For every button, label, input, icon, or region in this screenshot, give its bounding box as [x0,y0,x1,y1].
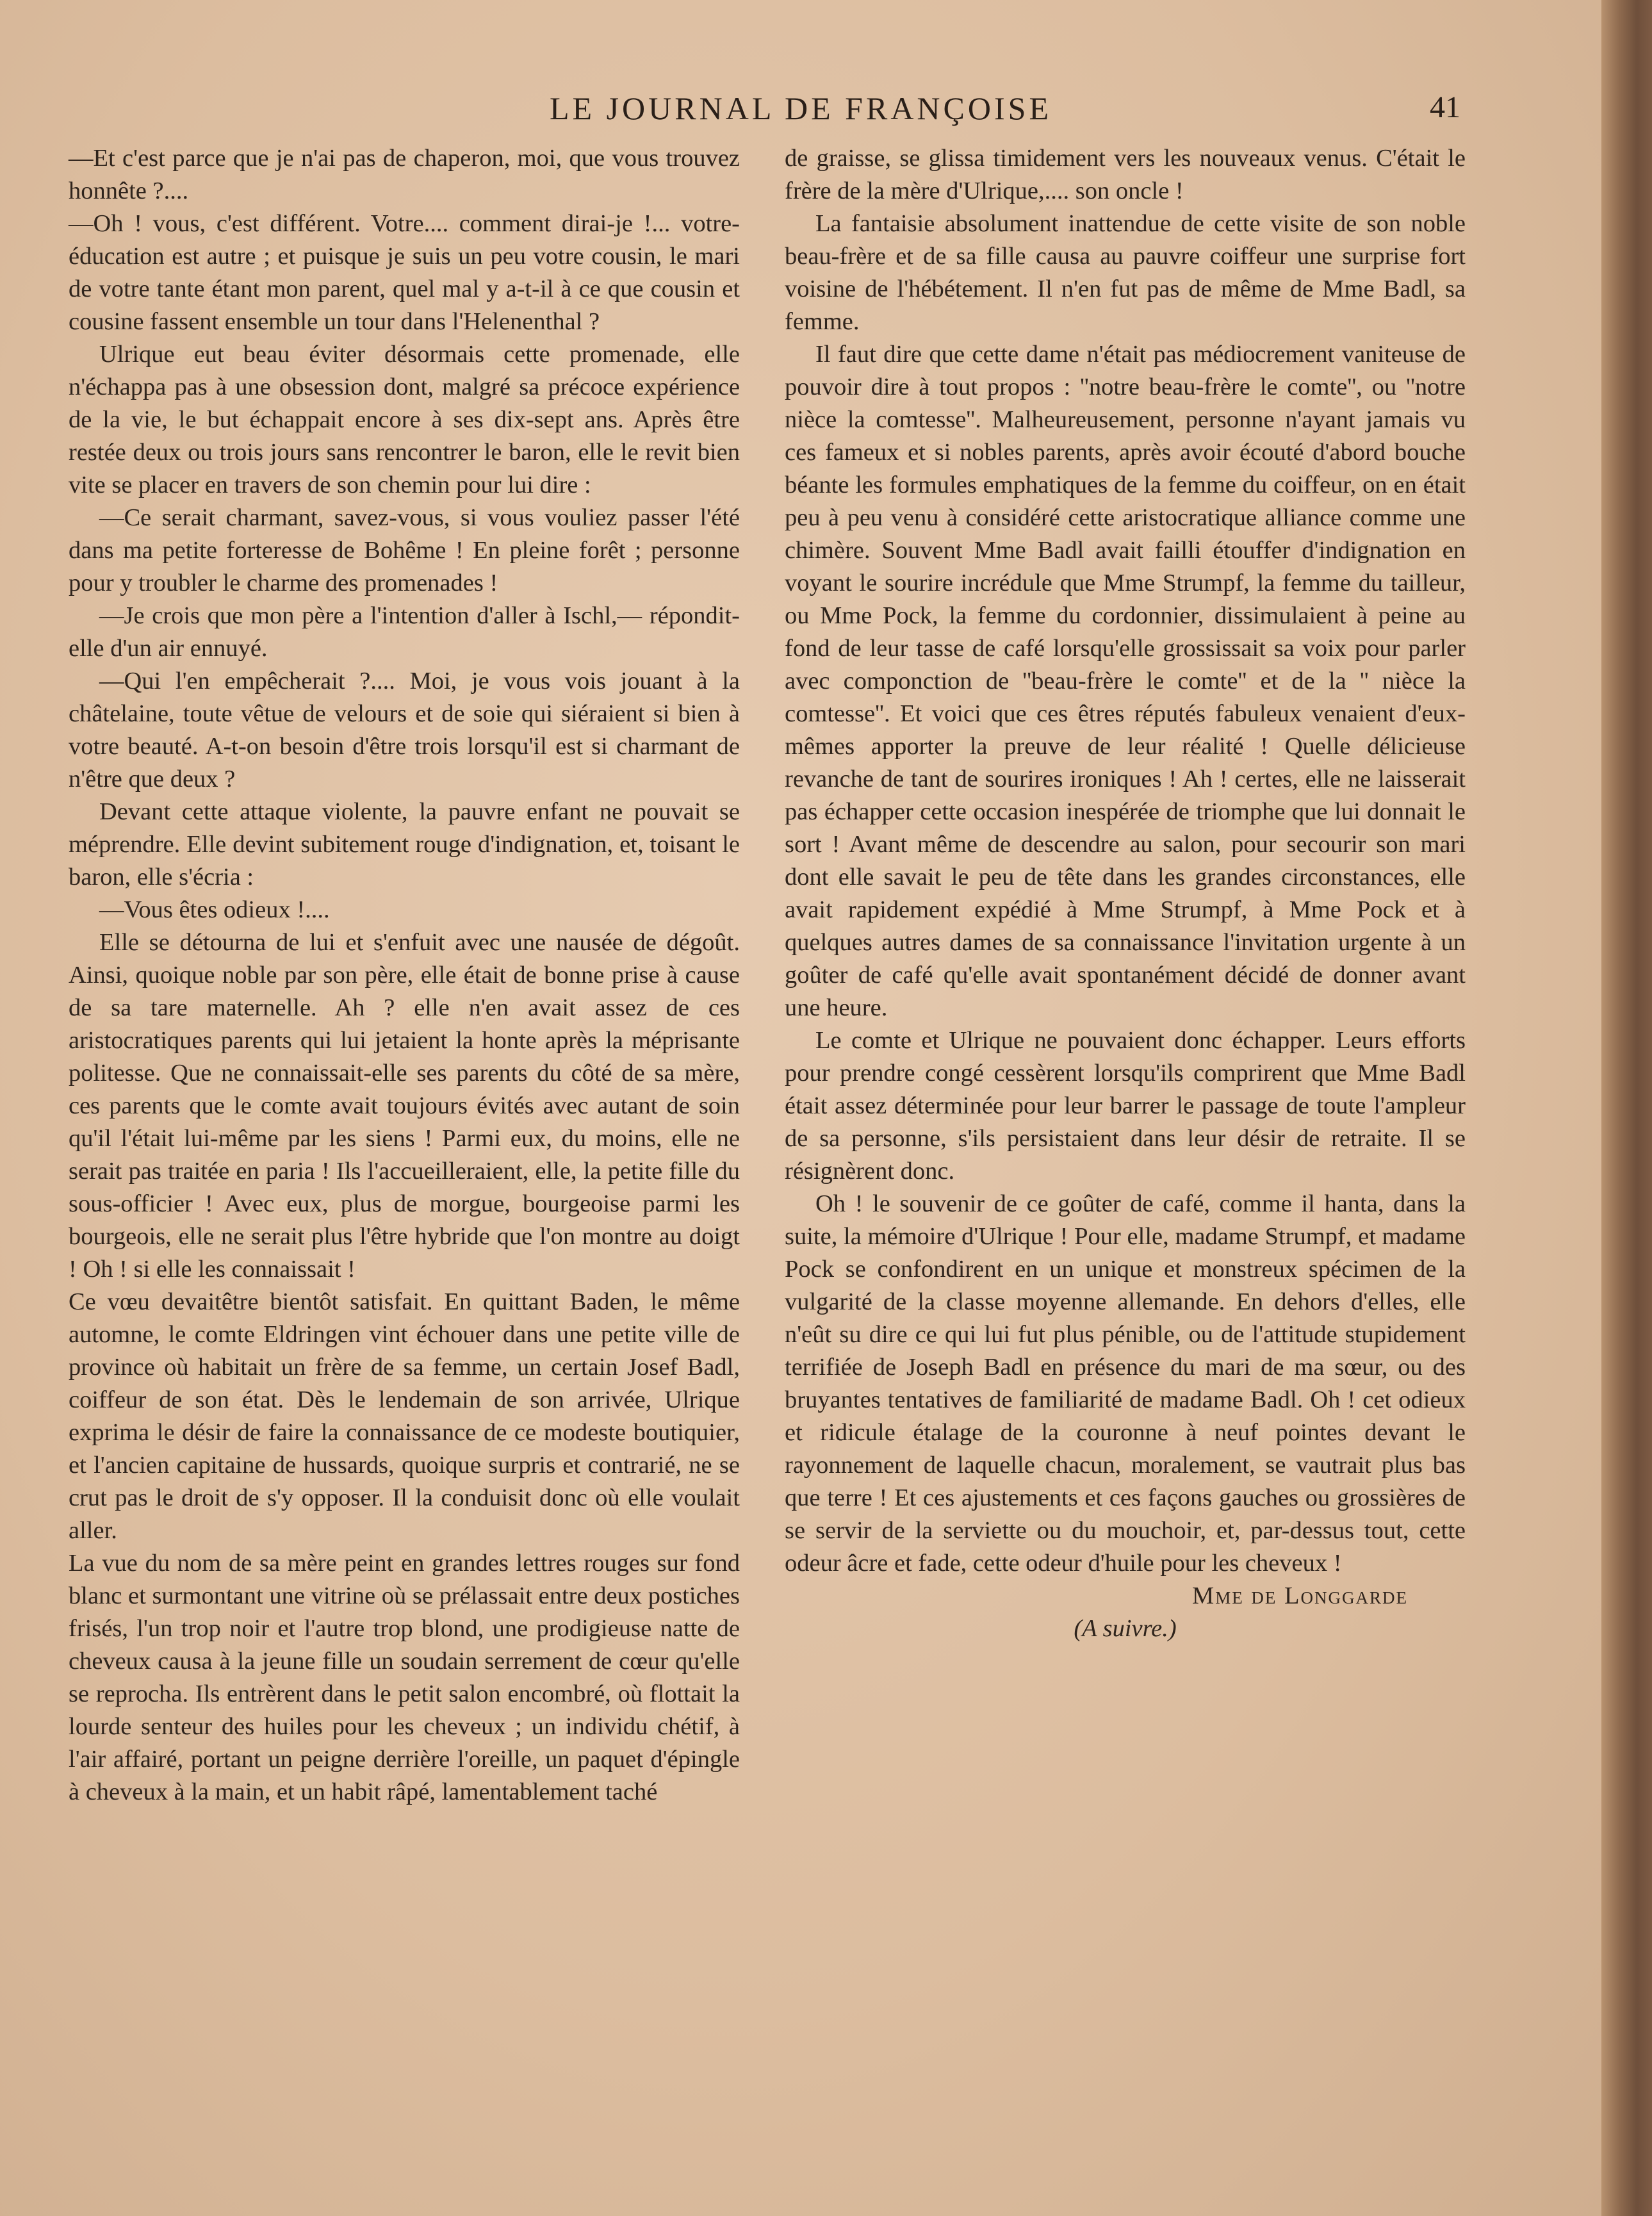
paragraph: —Ce serait charmant, savez-vous, si vous vouliez passer l'été dans ma petite forteresse de Bohême ! En pleine forêt ; personne pour y troubler le charme des promenades ! [69,504,740,596]
paragraph: —Et c'est parce que je n'ai pas de chaperon, moi, que vous trouvez honnête ?.... [69,145,740,204]
to-be-continued [785,1613,1466,1645]
paragraph: de graisse, se glissa timidement vers les nouveaux venus. C'était le frère de la mère d'Ulrique,.... son oncle ! [785,145,1466,204]
paragraph: Elle se détourna de lui et s'enfuit avec une nausée de dégoût. Ainsi, quoique noble par son père, elle était de bonne prise à cause de sa tare maternelle. Ah ? elle n'en avait assez de ces aristocratiques parents qui lui jetaient la honte après la méprisante politesse. Que ne connaissait-elle ses parents du côté de sa mère, ces parents que le comte avait toujours évités avec autant de soin qu'il l'était lui-même par les siens ! Parmi eux, du moins, elle ne serait pas traitée en paria ! Ils l'accueilleraient, elle, la petite fille du sous-officier ! Avec eux, plus de morgue, bourgeoise parmi les bourgeois, elle ne serait plus l'être hybride que l'on montre au doigt ! Oh ! si elle les connaissait ! [69,929,740,1283]
paragraph: Le comte et Ulrique ne pouvaient donc échapper. Leurs efforts pour prendre congé cessèrent lorsqu'ils comprirent que Mme Badl était assez déterminée pour leur barrer le passage de toute l'ampleur de sa personne, s'ils persistaient dans leur désir de retraite. Il se résignèrent donc. [785,1027,1466,1185]
paragraph: Oh ! le souvenir de ce goûter de café, comme il hanta, dans la suite, la mémoire d'Ulrique ! Pour elle, madame Strumpf, et madame Pock se confondirent en un unique et monstreux spécimen de la vulgarité de la classe moyenne allemande. En dehors d'elles, elle n'eût su dire ce qui lui fut plus pénible, ou de l'attitude stupidement terrifiée de Joseph Badl en présence du mari de ma sœur, ou des bruyantes tentatives de familiarité de madame Badl. Oh ! cet odieux et ridicule étalage de la couronne à neuf pointes devant le rayonnement de laquelle chacun, moralement, se vautrait plus bas que terre ! Et ces ajustements et ces façons gauches ou grossières de se servir de la serviette ou du mouchoir, et, par-dessus tout, cette odeur âcre et fade, cette odeur d'huile pour les cheveux ! [785,1190,1466,1577]
page-header [0,90,1601,141]
paragraph: La vue du nom de sa mère peint en grandes lettres rouges sur fond blanc et surmontant une vitrine où se prélassait entre deux postiches frisés, l'un trop noir et l'autre trop blond, une prodigieuse natte de cheveux causa à la jeune fille un soudain serrement de cœur qu'elle se reprocha. Ils entrèrent dans le petit salon encombré, où flottait la lourde senteur des huiles pour les cheveux ; un individu chétif, à l'air affairé, portant un peigne derrière l'oreille, un paquet d'épingle à cheveux à la main, et un habit râpé, lamentablement taché [69,1550,740,1805]
paragraph: Il faut dire que cette dame n'était pas médiocrement vaniteuse de pouvoir dire à tout propos : ''notre beau-frère le comte'', ou ''notre nièce la comtesse''. Malheureusement, personne n'ayant jamais vu ces fameux et si nobles parents, après avoir écouté d'abord bouche béante les formules emphatiques de la femme du coiffeur, on en était peu à peu venu à considéré cette aristocratique alliance comme une chimère. Souvent Mme Badl avait failli étouffer d'indignation en voyant le sourire incrédule que Mme Strumpf, la femme du tailleur, ou Mme Pock, la femme du cordonnier, dissimulaient à peine au fond de leur tasse de café lorsqu'elle grossissait sa voix pour parler avec componction de ''beau-frère le comte'' et de la '' nièce la comtesse''. Et voici que ces êtres réputés fabuleux venaient d'eux-mêmes apporter la preuve de leur réalité ! Quelle délicieuse revanche de tant de sourires ironiques ! Ah ! certes, elle ne laisserait pas échapper cette occasion inespérée de triomphe que lui donnait le sort ! Avant même de descendre au salon, pour secourir son mari dont elle savait le peu de tête dans les grandes circonstances, elle avait rapidement expédié à Mme Strumpf, à Mme Pock et à quelques autres dames de sa connaissance l'invitation urgente à un goûter de café qu'elle avait spontanément décidé de donner avant une heure. [785,341,1466,1021]
page-edge-shadow [1601,0,1652,2216]
to-be-continued-text: (A suivre.) [1074,1615,1177,1642]
paragraph: —Qui l'en empêcherait ?.... Moi, je vous vois jouant à la châtelaine, toute vêtue de velours et de soie qui siéraient si bien à votre beauté. A-t-on besoin d'être trois lorsqu'il est si charmant de n'être que deux ? [69,668,740,792]
journal-title: LE JOURNAL DE FRANÇOISE [550,90,1052,126]
paragraph: —Oh ! vous, c'est différent. Votre.... comment dirai-je !... votre-éducation est autre ; et puisque je suis un peu votre cousin, le mari de votre tante étant mon parent, quel mal y a-t-il à ce que cousin et cousine fassent ensemble un tour dans l'Helenenthal ? [69,210,740,335]
paragraph: Devant cette attaque violente, la pauvre enfant ne pouvait se méprendre. Elle devint subitement rouge d'indignation, et, toisant le baron, elle s'écria : [69,798,740,891]
paragraph: —Je crois que mon père a l'intention d'aller à Ischl,— répondit-elle d'un air ennuyé. [69,602,740,662]
paragraph: La fantaisie absolument inattendue de cette visite de son noble beau-frère et de sa fille causa au pauvre coiffeur une surprise fort voisine de l'hébétement. Il n'en fut pas de même de Mme Badl, sa femme. [785,210,1466,335]
paragraph: Ulrique eut beau éviter désormais cette promenade, elle n'échappa pas à une obsession dont, malgré sa précoce expérience de la vie, le but échappait encore à ses dix-sept ans. Après être restée deux ou trois jours sans rencontrer le baron, elle le revit bien vite se placer en travers de son chemin pour lui dire : [69,341,740,498]
author-signature: Mme de Longgarde [1192,1582,1408,1609]
page-number: 41 [1430,90,1460,124]
paragraph: —Vous êtes odieux !.... [99,896,330,923]
paragraph: Ce vœu devaitêtre bientôt satisfait. En quittant Baden, le même automne, le comte Eldringen vint échouer dans une petite ville de province où habitait un frère de sa femme, un certain Josef Badl, coiffeur de son état. Dès le lendemain de son arrivée, Ulrique exprima le désir de faire la connaissance de ce modeste boutiquier, et l'ancien capitaine de hussards, quoique surpris et contrarié, ne se crut pas le droit de s'y opposer. Il la conduisit donc où elle voulait aller. [69,1288,740,1544]
right-column [785,142,1466,1645]
left-column [69,142,740,1809]
